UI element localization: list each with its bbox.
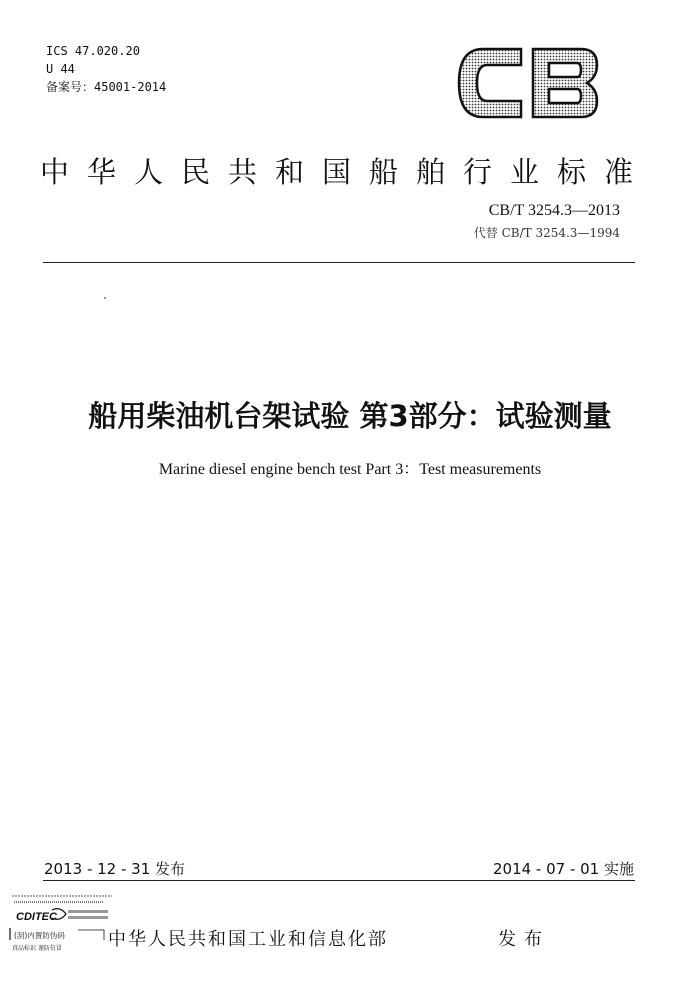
classification-code: U 44: [46, 62, 75, 76]
standard-number: CB/T 3254.3—2013: [488, 202, 620, 219]
header-metadata: [46, 42, 166, 96]
cb-logo: [453, 43, 601, 123]
bottom-divider: [43, 880, 635, 881]
replaces-standard: 代替 CB/T 3254.3—1994: [473, 226, 620, 240]
filing-number: 备案号：45001-2014: [46, 80, 167, 94]
issuing-authority: 中华人民共和国工业和信息化部: [108, 929, 388, 950]
document-title-english: Marine diesel engine bench test Part 3：Test measurements: [158, 461, 542, 478]
document-title-chinese: 船用柴油机台架试验 第3部分：试验测量: [88, 399, 612, 433]
top-divider: [43, 262, 635, 263]
stamp-code-label: (刮)内置防伪码: [14, 931, 65, 940]
anti-counterfeit-stamp: [8, 888, 116, 958]
stamp-brand: CDITEC: [16, 911, 57, 923]
scan-speck: [104, 297, 106, 299]
implementation-date: 2014 - 07 - 01 实施: [492, 860, 634, 878]
issue-word: 发布: [498, 929, 550, 950]
issue-date: 2013 - 12 - 31 发布: [44, 860, 186, 878]
ics-code: ICS 47.020.20: [46, 44, 140, 58]
organization-title: 中华人民共和国船舶行业标准: [40, 155, 652, 189]
stamp-warning: 真品标识 谨防仿冒: [12, 945, 62, 952]
